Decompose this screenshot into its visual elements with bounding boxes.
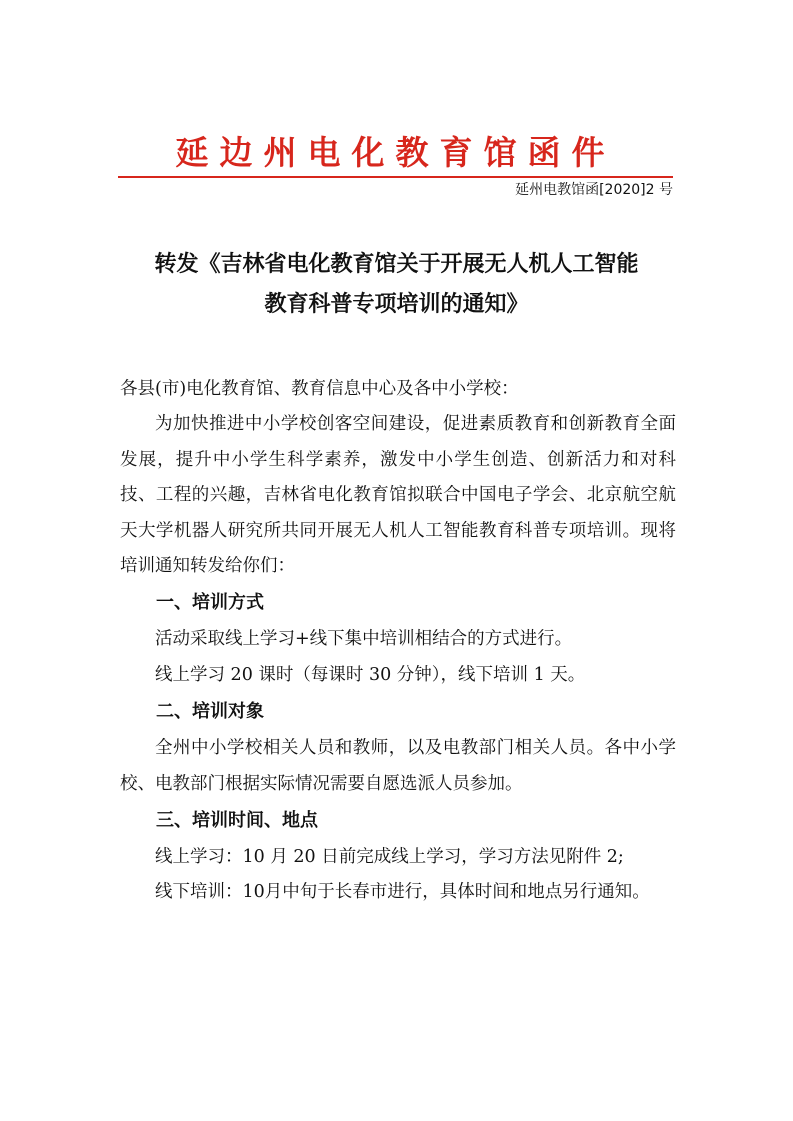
- document-title-line-1: 转发《吉林省电化教育馆关于开展无人机人工智能: [154, 252, 639, 277]
- document-body: [120, 372, 676, 911]
- section-heading-1: 一、培训方式: [156, 592, 264, 614]
- salutation: 各县(市)电化教育馆、教育信息中心及各中小学校：: [120, 379, 519, 399]
- section-1-line-2: 线上学习 20 课时（每课时 30 分钟），线下培训 1 天。: [155, 664, 586, 685]
- section-3-paragraph: 线下培训：10月中旬于长春市进行，具体时间和地点另行通知。: [155, 882, 650, 903]
- intro-paragraph: 为加快推进中小学校创客空间建设，促进素质教育和创新教育全面发展，提升中小学生科学素养，激发中小学生创造、创新活力和对科技、工程的兴趣，吉林省电化教育馆拟联合中国电子学会、北京航空航天大学机器人研究所共同开展无人机人工智能教育科普专项培训。现将培训通知转发给你们：: [120, 414, 676, 577]
- letterhead-title: 延边州电化教育馆函件: [175, 133, 616, 172]
- letterhead-red-rule: [118, 176, 673, 178]
- section-3-line-1: 线上学习：10 月 20 日前完成线上学习，学习方法见附件 2;: [155, 847, 624, 868]
- section-heading-2: 二、培训对象: [156, 701, 264, 723]
- document-number: 延州电教馆函[2020]2 号: [515, 182, 673, 198]
- section-2-paragraph: 全州中小学校相关人员和教师，以及电教部门相关人员。各中小学校、电教部门根据实际情况需要自愿选派人员参加。: [120, 738, 676, 794]
- document-title-line-2: 教育科普专项培训的通知》: [264, 292, 529, 317]
- section-heading-3: 三、培训时间、地点: [156, 810, 318, 832]
- section-1-line-1: 活动采取线上学习+线下集中培训相结合的方式进行。: [155, 629, 573, 650]
